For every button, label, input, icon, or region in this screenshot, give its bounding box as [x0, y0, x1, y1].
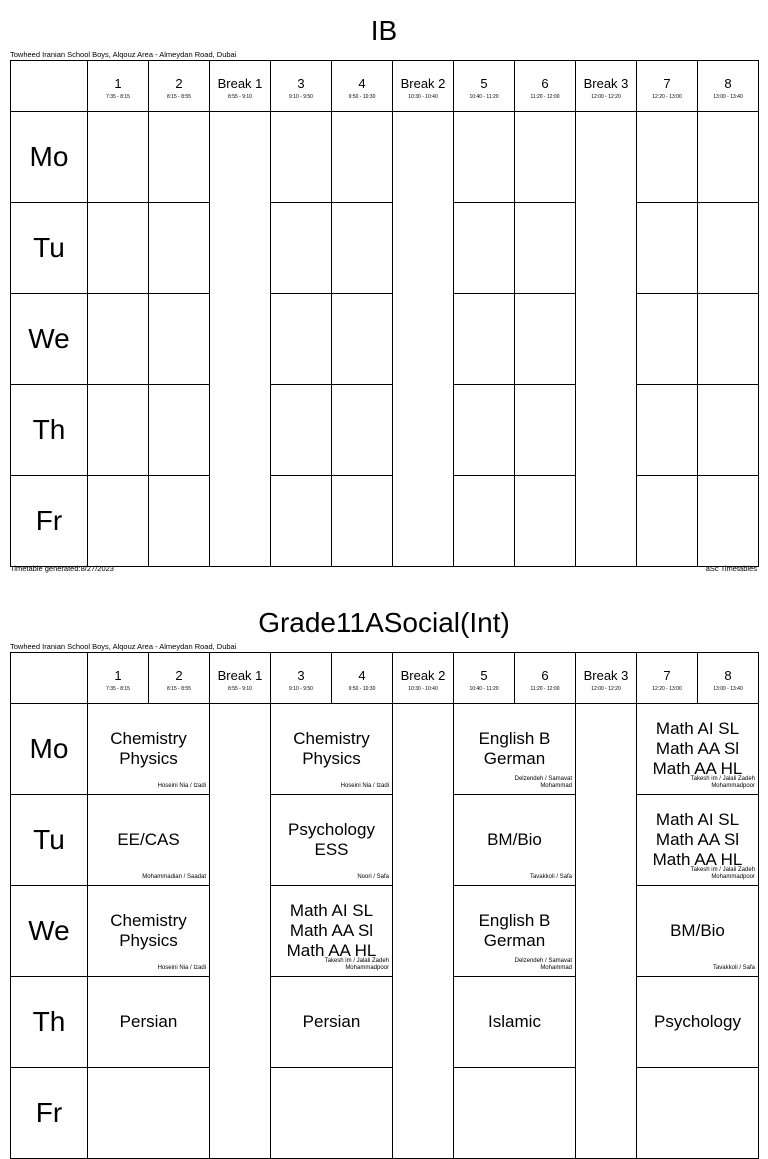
subject-line: Physics [119, 749, 178, 768]
period-number: Break 1 [217, 75, 263, 91]
period-time: 8:55 - 9:10 [228, 93, 252, 100]
lesson-cell [454, 795, 576, 886]
subject-line: Math AA Sl [289, 921, 374, 940]
period-number: 4 [358, 75, 366, 91]
subject-name [271, 901, 392, 961]
subject-name [454, 729, 575, 769]
period-number: 3 [297, 667, 305, 683]
lesson-cell [88, 704, 210, 795]
lesson-cell [637, 704, 759, 795]
period-number: 2 [175, 75, 183, 91]
period-number: 2 [175, 667, 183, 683]
period-number: 4 [358, 667, 366, 683]
subject-line: Persian [302, 1012, 361, 1031]
subject-name [88, 729, 209, 769]
subject-line: EE/CAS [117, 830, 180, 849]
subject-name [454, 911, 575, 951]
period-time: 10:40 - 11:20 [469, 685, 499, 692]
timetable-grid [10, 652, 759, 1159]
period-time: 9:10 - 9:50 [289, 685, 313, 692]
period-time: 9:50 - 10:30 [348, 93, 376, 100]
subject-line: Math AA HL [652, 759, 743, 778]
period-time: 7:35 - 8:15 [106, 93, 130, 100]
school-name: Towheed Iranian School Boys, Alqouz Area - Almeydan Road, Dubai [10, 50, 237, 59]
period-header [454, 653, 515, 704]
subject-line: Math AA Sl [655, 830, 740, 849]
lesson-cell [271, 1068, 393, 1159]
lesson-cell [454, 704, 576, 795]
lesson-cell [271, 795, 393, 886]
lesson-cell [88, 795, 210, 886]
period-time: 12:00 - 12:20 [591, 93, 621, 100]
timetable-title: IB [370, 15, 398, 46]
subject-name [88, 911, 209, 951]
subject-name [271, 1012, 392, 1032]
day-label: Th [11, 977, 88, 1068]
lesson-cell [271, 704, 393, 795]
break-cell [576, 704, 637, 1159]
subject-line: Chemistry [110, 729, 187, 748]
day-label: Mo [11, 112, 88, 203]
period-number: 6 [541, 667, 549, 683]
period-header [149, 653, 210, 704]
period-number: 1 [114, 667, 122, 683]
school-name: Towheed Iranian School Boys, Alqouz Area - Almeydan Road, Dubai [10, 642, 237, 651]
period-number: Break 2 [400, 667, 446, 683]
lesson-cell [637, 1068, 759, 1159]
subject-line: Math AA HL [652, 850, 743, 869]
teacher-names: Tavakkoli / Safa [529, 874, 572, 880]
period-time: 13:00 - 13:40 [713, 93, 743, 100]
period-time: 12:20 - 13:00 [652, 685, 682, 692]
period-time: 11:20 - 12:00 [530, 685, 560, 692]
period-header [88, 653, 149, 704]
period-time: 12:20 - 13:00 [652, 93, 682, 100]
asc-timetables-label: aSc Timetables [705, 564, 757, 573]
period-number: Break 3 [583, 75, 629, 91]
day-label: Fr [11, 476, 88, 567]
teacher-names: Noori / Safa [357, 874, 389, 880]
day-label: Tu [11, 795, 88, 886]
break-cell [393, 704, 454, 1159]
subject-name [637, 719, 758, 779]
period-number: 8 [724, 667, 732, 683]
break-cell [210, 704, 271, 1159]
teacher-names: Hoseini Nia / Izadi [157, 783, 206, 789]
subject-line: German [483, 749, 546, 768]
subject-name [271, 729, 392, 769]
lesson-cell [271, 977, 393, 1068]
day-label: Tu [11, 203, 88, 294]
period-number: Break 1 [217, 667, 263, 683]
period-header [332, 653, 393, 704]
teacher-names: Mohammadian / Saadat [142, 874, 206, 880]
period-number: 7 [663, 75, 671, 91]
subject-line: Chemistry [293, 729, 370, 748]
teacher-names: Tavakkoli / Safa [712, 965, 755, 971]
subject-name [637, 1012, 758, 1032]
subject-line: Psychology [288, 820, 375, 839]
timetable-generated: Timetable generated:8/27/2023 [10, 564, 114, 573]
period-header [393, 653, 454, 704]
subject-line: English B [478, 911, 551, 930]
period-number: 1 [114, 75, 122, 91]
period-header [698, 653, 759, 704]
subject-line: Math AA Sl [655, 739, 740, 758]
lesson-cell [637, 886, 759, 977]
subject-name [454, 830, 575, 850]
period-number: 8 [724, 75, 732, 91]
day-label: Fr [11, 1068, 88, 1159]
subject-line: English B [478, 729, 551, 748]
subject-name [637, 810, 758, 870]
lesson-cell [88, 1068, 210, 1159]
period-time: 8:15 - 8:55 [167, 93, 191, 100]
subject-line: Chemistry [110, 911, 187, 930]
timetable-title: Grade11ASocial(Int) [258, 607, 510, 638]
period-time: 8:15 - 8:55 [167, 685, 191, 692]
lesson-cell [637, 795, 759, 886]
corner-cell [11, 653, 88, 704]
teacher-names: Takesh im / Jalali Zadeh Mohammadpoor [690, 776, 755, 789]
lesson-cell [454, 1068, 576, 1159]
subject-line: Math AA HL [286, 941, 377, 960]
period-number: 3 [297, 75, 305, 91]
teacher-names: Delzendeh / Samavat Mohammad [514, 958, 572, 971]
lesson-cell [88, 886, 210, 977]
period-number: 5 [480, 667, 488, 683]
teacher-names: Takesh im / Jalali Zadeh Mohammadpoor [324, 958, 389, 971]
period-time: 10:30 - 10:40 [408, 685, 438, 692]
teacher-names: Hoseini Nia / Izadi [340, 783, 389, 789]
period-time: 11:20 - 12:00 [530, 93, 560, 100]
period-header [637, 653, 698, 704]
subject-line: Psychology [654, 1012, 741, 1031]
period-time: 10:30 - 10:40 [408, 93, 438, 100]
period-number: Break 2 [400, 75, 446, 91]
teacher-names: Hoseini Nia / Izadi [157, 965, 206, 971]
period-number: 5 [480, 75, 488, 91]
period-time: 12:00 - 12:20 [591, 685, 621, 692]
period-number: 6 [541, 75, 549, 91]
teacher-names: Delzendeh / Samavat Mohammad [514, 776, 572, 789]
day-label: We [11, 294, 88, 385]
subject-line: Physics [119, 931, 178, 950]
day-label: Th [11, 385, 88, 476]
subject-line: BM/Bio [487, 830, 542, 849]
period-header [210, 653, 271, 704]
subject-line: ESS [314, 840, 349, 859]
lesson-cell [637, 977, 759, 1068]
period-time: 9:50 - 10:30 [348, 685, 376, 692]
period-header [576, 653, 637, 704]
subject-line: Math AI SL [655, 810, 740, 829]
subject-line: Islamic [488, 1012, 541, 1031]
subject-name [454, 1012, 575, 1032]
period-header [515, 653, 576, 704]
subject-line: Physics [302, 749, 361, 768]
period-number: Break 3 [583, 667, 629, 683]
subject-line: Math AI SL [655, 719, 740, 738]
lesson-cell [454, 977, 576, 1068]
period-time: 8:55 - 9:10 [228, 685, 252, 692]
subject-line: Math AI SL [289, 901, 374, 920]
subject-name [88, 1012, 209, 1032]
period-header [271, 653, 332, 704]
subject-line: BM/Bio [670, 921, 725, 940]
teacher-names: Takesh im / Jalali Zadeh Mohammadpoor [690, 867, 755, 880]
subject-name [637, 921, 758, 941]
subject-line: German [483, 931, 546, 950]
period-time: 13:00 - 13:40 [713, 685, 743, 692]
subject-name [271, 820, 392, 860]
period-time: 7:35 - 8:15 [106, 685, 130, 692]
day-label: We [11, 886, 88, 977]
period-time: 9:10 - 9:50 [289, 93, 313, 100]
lesson-cell [88, 977, 210, 1068]
period-time: 10:40 - 11:20 [469, 93, 499, 100]
subject-line: Persian [119, 1012, 178, 1031]
lesson-cell [271, 886, 393, 977]
subject-name [88, 830, 209, 850]
lesson-cell [454, 886, 576, 977]
day-label: Mo [11, 704, 88, 795]
period-number: 7 [663, 667, 671, 683]
